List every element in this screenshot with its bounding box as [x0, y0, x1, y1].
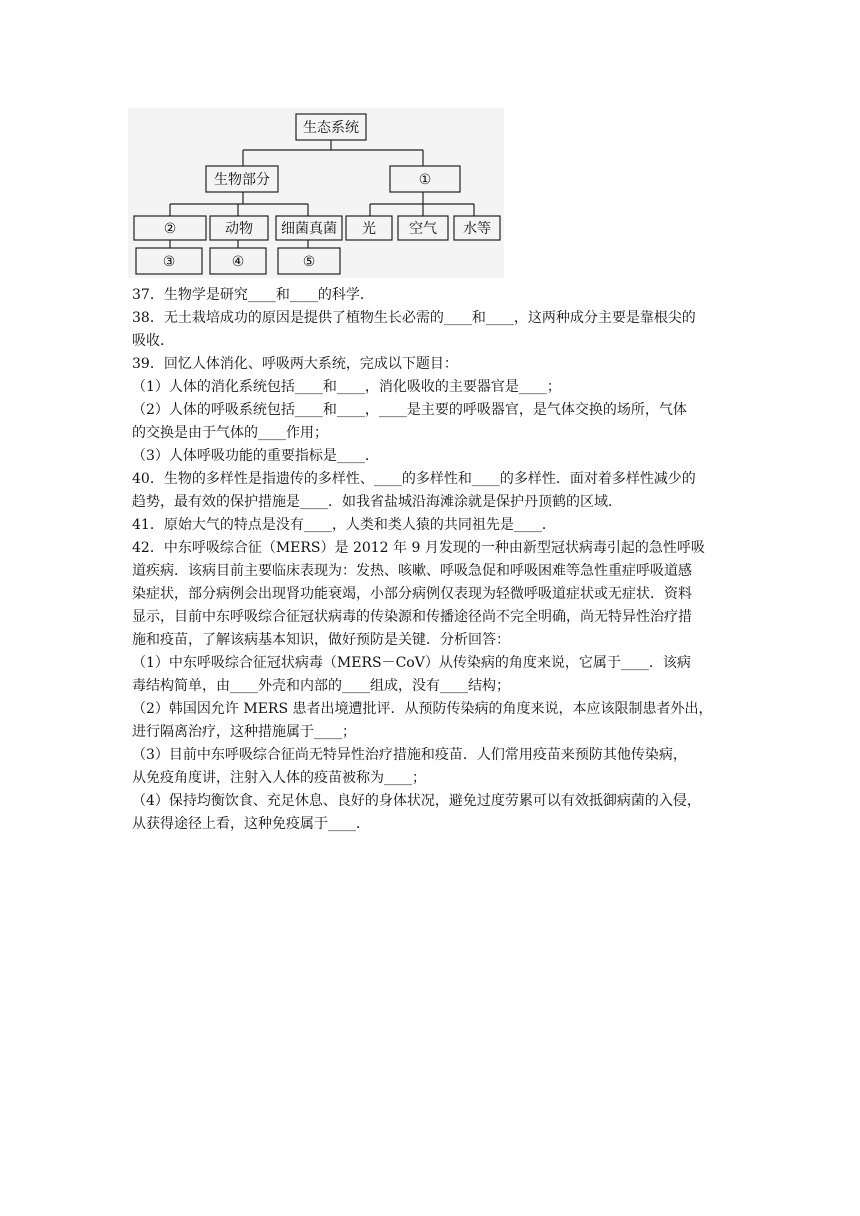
water-label: 水等 [463, 221, 491, 237]
example-5-label: ⑤ [302, 254, 316, 270]
text-line: （3）人体呼吸功能的重要指标是____． [132, 448, 379, 464]
text-line: 39．回忆人体消化、呼吸两大系统，完成以下题目： [132, 356, 458, 372]
light-label: 光 [362, 221, 376, 237]
text-line: 染症状，部分病例会出现肾功能衰竭，小部分病例仅表现为轻微呼吸道症状或无症状．资料 [132, 586, 692, 602]
text-line: 吸收． [132, 333, 174, 349]
text-line: 从免疫角度讲，注射入人体的疫苗被称为____； [132, 770, 426, 786]
root-label: 生态系统 [303, 120, 359, 136]
air-label: 空气 [409, 221, 437, 237]
example-3-label: ③ [162, 254, 176, 270]
abiotic-label: ① [418, 172, 432, 188]
text-line: 施和疫苗，了解该病基本知识，做好预防是关键．分析回答： [132, 632, 510, 648]
question-text [132, 284, 732, 836]
text-line: 的交换是由于气体的____作用； [132, 425, 328, 441]
text-line: （2）人体的呼吸系统包括____和____，____是主要的呼吸器官，是气体交换的场所，气体 [132, 402, 687, 418]
ecosystem-diagram [128, 108, 504, 278]
text-line: 41．原始大气的特点是没有____，人类和类人猿的共同祖先是____． [132, 517, 556, 533]
text-line: 道疾病．该病目前主要临床表现为：发热、咳嗽、呼吸急促和呼吸困难等急性重症呼吸道感 [132, 563, 692, 579]
decomposer-label: 细菌真菌 [281, 221, 337, 237]
animal-label: 动物 [225, 221, 253, 237]
text-line: 37．生物学是研究____和____的科学． [132, 287, 374, 303]
text-line: 趋势，最有效的保护措施是____．如我省盐城沿海滩涂就是保护丹顶鹤的区域． [132, 494, 622, 510]
text-line: 40．生物的多样性是指遗传的多样性、____的多样性和____的多样性．面对着多样性减少的 [132, 471, 696, 487]
text-line: （4）保持均衡饮食、充足休息、良好的身体状况，避免过度劳累可以有效抵御病菌的入侵， [132, 793, 701, 809]
text-line: 38．无土栽培成功的原因是提供了植物生长必需的____和____，这两种成分主要是靠根尖的 [132, 310, 696, 326]
text-line: 从获得途径上看，这种免疫属于____． [132, 816, 370, 832]
text-line: （2）韩国因允许 MERS 患者出境遭批评．从预防传染病的角度来说，本应该限制患者外出， [132, 701, 713, 717]
text-line: 进行隔离治疗，这种措施属于____； [132, 724, 356, 740]
text-line: 显示，目前中东呼吸综合征冠状病毒的传染源和传播途径尚不完全明确，尚无特异性治疗措 [132, 609, 692, 625]
text-line: （3）目前中东呼吸综合征尚无特异性治疗措施和疫苗．人们常用疫苗来预防其他传染病， [132, 747, 687, 763]
example-4-label: ④ [231, 254, 245, 270]
text-line: （1）人体的消化系统包括____和____，消化吸收的主要器官是____； [132, 379, 561, 395]
text-line: 42．中东呼吸综合征（MERS）是 2012 年 9 月发现的一种由新型冠状病毒引起的急性呼吸 [132, 540, 705, 556]
text-line: （1）中东呼吸综合征冠状病毒（MERS－CoV）从传染病的角度来说，它属于____．该病 [132, 655, 691, 671]
producer-label: ② [163, 221, 177, 237]
biotic-label: 生物部分 [214, 172, 270, 188]
text-line: 毒结构简单，由____外壳和内部的____组成，没有____结构； [132, 678, 510, 694]
